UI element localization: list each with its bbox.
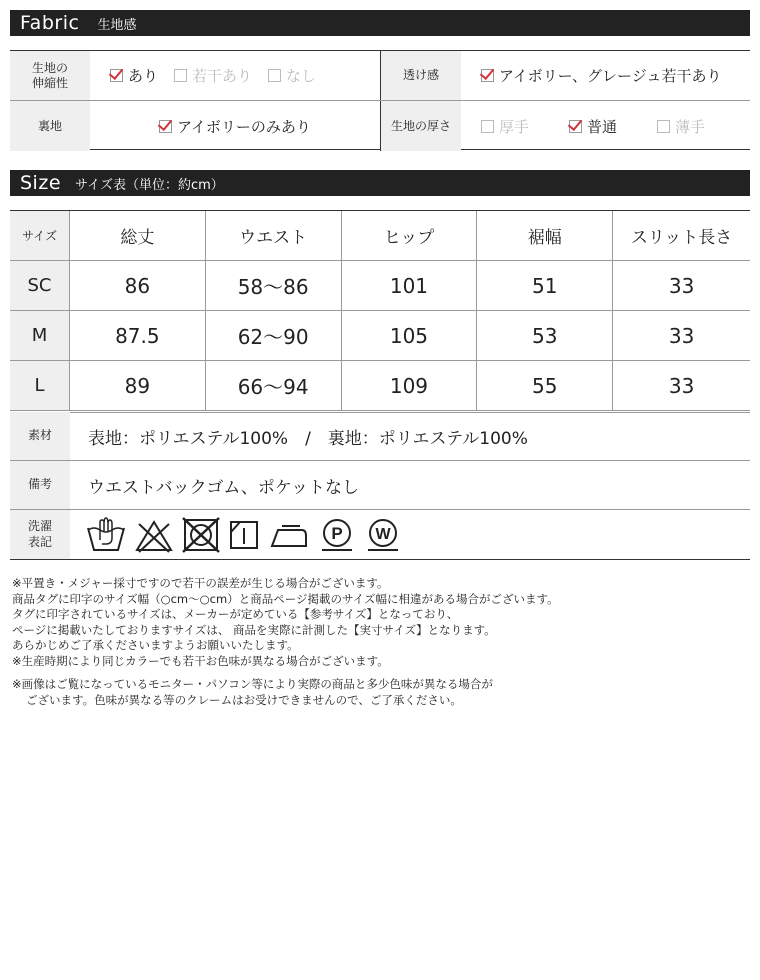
thickness-label bbox=[381, 101, 461, 151]
checkbox-empty-icon bbox=[174, 69, 187, 82]
notes-section bbox=[12, 576, 752, 708]
product-info-table bbox=[10, 412, 750, 560]
header-hip: ヒップ bbox=[342, 211, 478, 260]
value-cell: 33 bbox=[668, 323, 695, 348]
fabric-title: Fabric bbox=[20, 12, 80, 34]
note-line: ページに掲載いたしておりますサイズは、 商品を実際に計測した【実寸サイズ】となります。 bbox=[12, 622, 496, 637]
lining-options bbox=[90, 101, 380, 151]
table-row bbox=[10, 311, 750, 361]
value-cell: 58～86 bbox=[206, 261, 342, 310]
hand-wash-icon bbox=[86, 516, 126, 554]
option-text: なし bbox=[286, 67, 317, 85]
fabric-subtitle: 生地感 bbox=[97, 17, 137, 33]
value-cell: 101 bbox=[342, 261, 478, 310]
option-text: あり bbox=[128, 67, 159, 85]
note-line: ※平置き・メジャー採寸ですので若干の誤差が生じる場合がございます。 bbox=[12, 576, 389, 590]
checkbox-checked-icon bbox=[481, 69, 494, 82]
size-table bbox=[10, 210, 750, 413]
stretch-option-none bbox=[268, 65, 316, 86]
note-line: タグに印字されているサイズは、メーカーが定めている【参考サイズ】となっており、 bbox=[12, 607, 459, 621]
checkbox-empty-icon bbox=[657, 120, 670, 133]
checkbox-empty-icon bbox=[268, 69, 281, 82]
option-text: 厚手 bbox=[499, 117, 530, 136]
size-table-header bbox=[10, 211, 750, 261]
option-text: アイボリーのみあり bbox=[177, 117, 311, 136]
value-cell: 105 bbox=[342, 311, 478, 360]
value-cell: 51 bbox=[477, 261, 613, 310]
stretch-option-yes bbox=[110, 65, 158, 86]
thickness-label-text: 生地の厚さ bbox=[390, 118, 451, 133]
material-label: 素材 bbox=[10, 412, 70, 460]
option-text: 薄手 bbox=[675, 117, 706, 136]
fabric-row-2 bbox=[10, 101, 750, 151]
table-row bbox=[10, 361, 750, 413]
lining-option bbox=[159, 116, 311, 137]
care-icons bbox=[70, 510, 402, 559]
thickness-option-thin bbox=[657, 116, 705, 137]
value-cell: 53 bbox=[477, 311, 613, 360]
checkbox-empty-icon bbox=[481, 120, 494, 133]
size-cell: L bbox=[10, 361, 70, 410]
stretch-options bbox=[110, 51, 380, 100]
stretch-option-slight bbox=[174, 65, 252, 86]
dry-clean-letter: P bbox=[331, 523, 343, 543]
wet-clean-w-icon bbox=[364, 516, 402, 554]
remarks-label: 備考 bbox=[10, 461, 70, 509]
thickness-option-thick bbox=[481, 116, 529, 137]
fabric-section-header bbox=[10, 10, 750, 36]
header-size: サイズ bbox=[10, 211, 70, 260]
material-row bbox=[10, 412, 750, 461]
option-text: 普通 bbox=[587, 117, 618, 136]
sheer-label bbox=[381, 51, 461, 100]
remarks-value: ウエストバックゴム、ポケットなし bbox=[88, 477, 359, 498]
size-subtitle: サイズ表（単位：約cm） bbox=[75, 177, 224, 193]
sheer-options bbox=[481, 51, 750, 100]
value-cell: 86 bbox=[70, 261, 206, 310]
stretch-label-line2: 伸縮性 bbox=[31, 75, 68, 90]
lining-label-text: 裏地 bbox=[37, 118, 62, 133]
table-row bbox=[10, 261, 750, 311]
header-slit-length: スリット長さ bbox=[630, 228, 733, 248]
header-waist: ウエスト bbox=[206, 211, 342, 260]
note-line: あらかじめご了承くださいますようお願いいたします。 bbox=[12, 638, 299, 652]
header-hem-width: 裾幅 bbox=[477, 211, 613, 260]
note-line: ※画像はご覧になっているモニター・パソコン等により実際の商品と多少色味が異なる場合が bbox=[12, 677, 493, 691]
care-label-line2: 表記 bbox=[27, 534, 52, 549]
sheer-option bbox=[481, 65, 721, 86]
stretch-label-line1: 生地の bbox=[31, 60, 68, 75]
value-cell: 87.5 bbox=[70, 311, 206, 360]
value-cell: 33 bbox=[668, 373, 695, 398]
value-cell: 33 bbox=[668, 273, 695, 298]
note-line: ございます。色味が異なる等のクレームはお受けできませんので、ご了承ください。 bbox=[26, 692, 462, 707]
care-label-line1: 洗濯 bbox=[27, 518, 52, 533]
thickness-options bbox=[481, 101, 750, 151]
option-text: アイボリー、グレージュ若干あり bbox=[499, 67, 722, 85]
note-line: ※生産時期により同じカラーでも若干お色味が異なる場合がございます。 bbox=[12, 653, 389, 668]
value-cell: 55 bbox=[477, 361, 613, 410]
iron-low-icon bbox=[268, 516, 310, 554]
sheer-label-text: 透け感 bbox=[402, 68, 439, 82]
fabric-row-1 bbox=[10, 51, 750, 101]
stretch-label bbox=[10, 51, 90, 100]
care-label bbox=[10, 510, 70, 559]
remarks-row bbox=[10, 461, 750, 510]
care-row bbox=[10, 510, 750, 560]
size-cell: M bbox=[10, 311, 70, 360]
value-cell: 109 bbox=[342, 361, 478, 410]
line-dry-shade-icon bbox=[228, 516, 260, 554]
size-section-header bbox=[10, 170, 750, 196]
material-value: 表地：ポリエステル100% / 裏地：ポリエステル100% bbox=[88, 428, 528, 449]
checkbox-checked-icon bbox=[110, 69, 123, 82]
note-line: 商品タグに印字のサイズ幅（○cm～○cm）と商品ページ掲載のサイズ幅に相違がある場合がございます。 bbox=[12, 591, 559, 606]
no-bleach-icon bbox=[134, 516, 174, 554]
no-tumble-dry-icon bbox=[182, 516, 220, 554]
thickness-option-normal bbox=[569, 116, 617, 137]
lining-label bbox=[10, 101, 90, 151]
size-title: Size bbox=[20, 172, 62, 194]
value-cell: 89 bbox=[70, 361, 206, 410]
fabric-table bbox=[10, 50, 750, 150]
header-length: 総丈 bbox=[70, 211, 206, 260]
dry-clean-p-icon bbox=[318, 516, 356, 554]
wet-clean-letter: W bbox=[375, 525, 391, 543]
checkbox-checked-icon bbox=[569, 120, 582, 133]
option-text: 若干あり bbox=[192, 67, 253, 85]
checkbox-checked-icon bbox=[159, 120, 172, 133]
value-cell: 62～90 bbox=[206, 311, 342, 360]
value-cell: 66～94 bbox=[206, 361, 342, 410]
size-cell: SC bbox=[10, 261, 70, 310]
